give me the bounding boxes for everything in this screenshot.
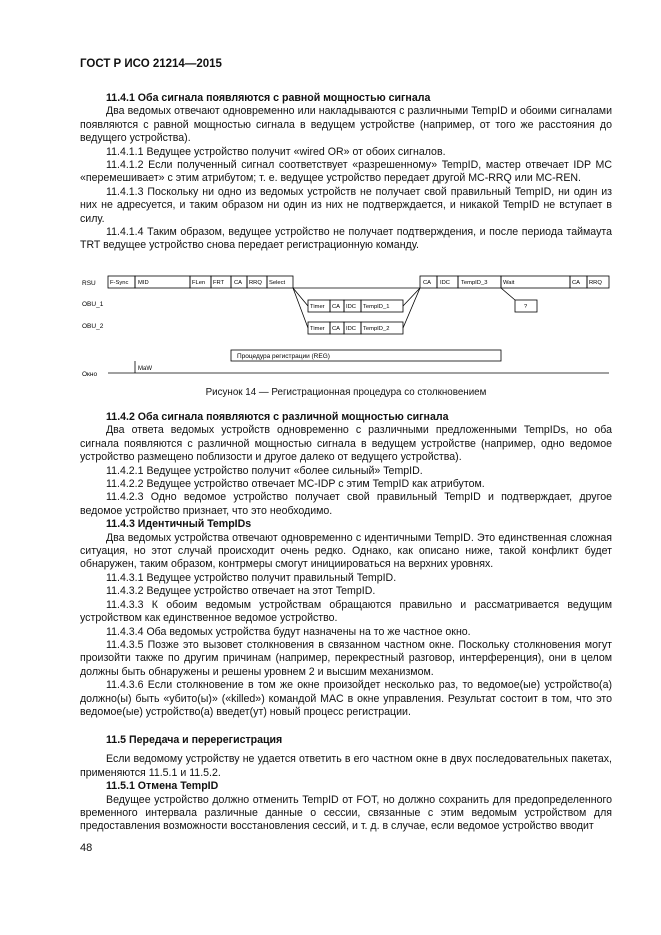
paragraph: Два ответа ведомых устройств одновременно с различными предложенными TempIDs, но оба сигнала появляются с различной мощностью сигнала в ведущем устройстве (например, одно ведомое устройство размещено поблизости и другое далеко от ведущего устройства). xyxy=(80,424,612,464)
paragraph: 11.4.2.2 Ведущее устройство отвечает MC-IDP с этим TempID как атрибутом. xyxy=(106,478,485,491)
paragraph: Ведущее устройство должно отменить TempID от FOT, но должно сохранить для предопределенного временного интервала различные данные о сессии, связанные с этим ведомым устройством для предоставления возможности восстановления сессий, и т. д. в случае, если ведомое устройство вводит xyxy=(80,793,612,833)
registration-timing-diagram xyxy=(80,270,615,380)
svg-text:IDC: IDC xyxy=(346,326,356,332)
svg-text:Select: Select xyxy=(269,280,286,286)
registration-procedure-label: Процедура регистрации (REG) xyxy=(237,353,330,360)
paragraph: 11.4.1.2 Если полученный сигнал соответствует «разрешенному» TempID, мастер отвечает IDP MC «перемешивает» с этим атрибутом; т. е. ведущее устройство передает другой MC-RRQ или MC-REN. xyxy=(80,159,612,185)
paragraph: 11.4.2.3 Одно ведомое устройство получает свой правильный TempID и подтверждает, другое ведомое устройство признает, что это необходимо. xyxy=(80,491,612,517)
svg-text:F-Sync: F-Sync xyxy=(110,280,129,286)
obu1-reply-text: ? xyxy=(524,304,528,310)
svg-text:FLen: FLen xyxy=(192,280,206,286)
svg-text:Timer: Timer xyxy=(310,326,325,332)
svg-text:TempID_2: TempID_2 xyxy=(363,326,390,332)
paragraph: 11.4.3.2 Ведущее устройство отвечает на этот TempID. xyxy=(106,585,376,598)
svg-text:CA: CA xyxy=(572,280,581,286)
paragraph: 11.4.3.3 К обоим ведомым устройствам обращаются правильно и рассматривается ведущим устройством как единственное ведомое устройство. xyxy=(80,598,612,625)
heading-11-4-3: 11.4.3 Идентичный TempIDs xyxy=(106,518,252,531)
section-11-4-2 xyxy=(80,411,612,719)
svg-text:IDC: IDC xyxy=(440,280,450,286)
svg-text:CA: CA xyxy=(332,304,341,310)
svg-text:IDC: IDC xyxy=(346,304,356,310)
svg-text:CA: CA xyxy=(234,280,243,286)
svg-text:FRT: FRT xyxy=(213,280,225,286)
paragraph: 11.4.1.4 Таким образом, ведущее устройство не получает подтверждения, и после периода таймаута TRT ведущее устройство снова передает регистрационную команду. xyxy=(80,226,612,252)
paragraph: Два ведомых устройства отвечают одновременно с идентичными TempID. Это единственная сложная ситуация, но этот случай происходит очень редко. Однако, как описано ниже, такой конфликт будет обнаружен, таким образом, контрмеры смогут инициироваться на верхних уровнях. xyxy=(80,531,612,571)
paragraph: 11.4.2.1 Ведущее устройство получит «более сильный» TempID. xyxy=(106,464,423,477)
heading-11-4-2: 11.4.2 Оба сигнала появляются с различной мощностью сигнала xyxy=(106,411,449,423)
document-header: ГОСТ Р ИСО 21214—2015 xyxy=(80,58,222,70)
maw-label: MaW xyxy=(138,366,152,372)
svg-text:CA: CA xyxy=(332,326,341,332)
paragraph: 11.4.3.1 Ведущее устройство получит правильный TempID. xyxy=(106,571,397,584)
heading-11-5-1: 11.5.1 Отмена TempID xyxy=(106,780,219,793)
figure-caption: Рисунок 14 — Регистрационная процедура со столкновением xyxy=(205,387,487,398)
page-number: 48 xyxy=(80,842,93,854)
section-11-5 xyxy=(80,734,612,834)
svg-text:TempID_3: TempID_3 xyxy=(461,280,488,286)
svg-text:Timer: Timer xyxy=(310,304,325,310)
paragraph: 11.4.3.6 Если столкновение в том же окне произойдет несколько раз, то ведомое(ые) устройство(а) должно(ы) быть «убито(ы)» («killed») командой MAC в окне управления. Результат состоит в том, что это ведомое(ые) устройство(а) введет(ут) новый процесс регистрации. xyxy=(80,679,612,718)
paragraph: 11.4.3.4 Оба ведомых устройства будут назначены на то же частное окно. xyxy=(106,625,471,638)
row-label-obu1: OBU_1 xyxy=(82,301,104,308)
heading-11-4-1: 11.4.1 Оба сигнала появляются с равной мощностью сигнала xyxy=(106,92,431,104)
paragraph: Два ведомых отвечают одновременно или накладываются с различными TempID и обоими сигналами появляются с равной мощностью сигнала в ведущем устройстве (например, от того же расстояния до ведущего устройства). xyxy=(80,105,612,145)
row-label-window: Окно xyxy=(82,371,98,378)
section-11-4-1 xyxy=(80,92,612,253)
paragraph: 11.4.1.3 Поскольку ни одно из ведомых устройств не получает свой правильный TempID, ни один из них не адресуется, и таким образом ни один из них не подтверждается, и никакой TempID не вступает в силу. xyxy=(80,185,612,225)
heading-11-5: 11.5 Передача и перерегистрация xyxy=(106,734,283,746)
paragraph: 11.4.3.5 Позже это вызовет столкновения в связанном частном окне. Поскольку столкновения могут произойти также по другим причинам (например, перекрестный разговор, интерференция), они в целом должны быть обнаружены и решены уровнем 2 и высшим механизмом. xyxy=(80,638,612,678)
paragraph: 11.4.1.1 Ведущее устройство получит «wired OR» от обоих сигналов. xyxy=(106,145,446,158)
row-label-obu2: OBU_2 xyxy=(82,323,104,330)
row-label-rsu: RSU xyxy=(82,280,96,287)
svg-text:MID: MID xyxy=(138,280,149,286)
svg-text:Wait: Wait xyxy=(503,280,515,286)
paragraph: Если ведомому устройству не удается ответить в его частном окне в двух последовательных пакетах, применяются 11.5.1 и 11.5.2. xyxy=(80,753,612,779)
svg-text:TempID_1: TempID_1 xyxy=(363,304,390,310)
svg-text:RRQ: RRQ xyxy=(249,280,262,286)
svg-text:CA: CA xyxy=(423,280,432,286)
svg-text:RRQ: RRQ xyxy=(589,280,602,286)
